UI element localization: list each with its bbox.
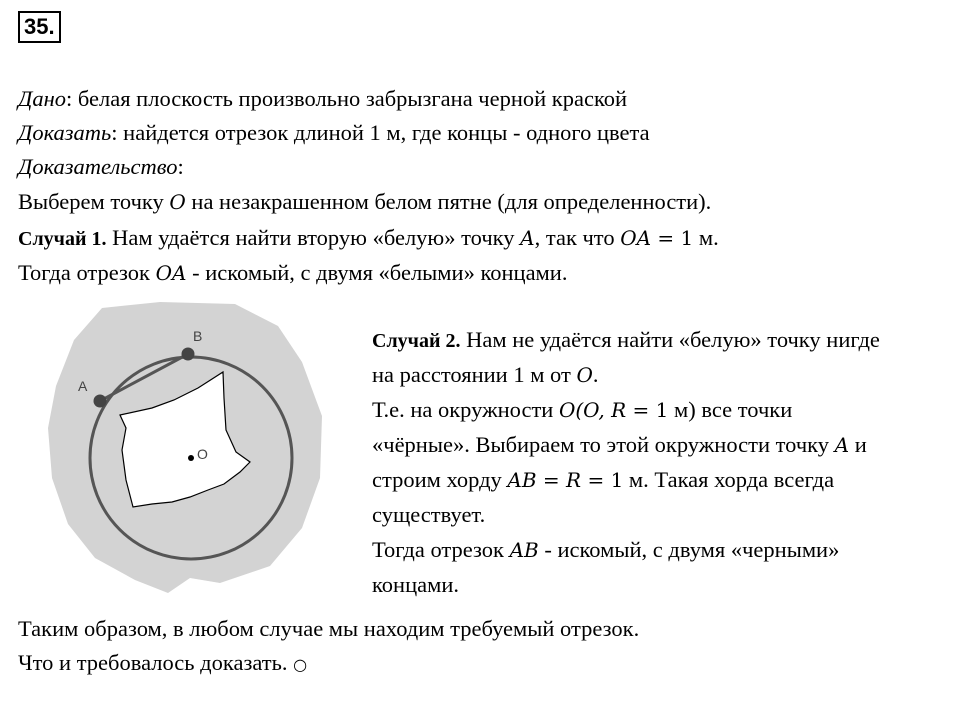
- proof-colon: :: [177, 154, 184, 179]
- case2-text-5b: м. Такая хорда всегда: [623, 467, 835, 492]
- case1-text-b: , так что: [534, 225, 621, 250]
- case2-label: Случай 2.: [372, 330, 461, 352]
- case2-eq-5: = 1: [581, 468, 624, 492]
- case2-text-3a: Т.е. на окружности: [372, 397, 559, 422]
- case1-line: [18, 223, 719, 254]
- point-b: [182, 348, 195, 361]
- case1-text-a: Нам удаётся найти вторую «белую» точку: [106, 225, 521, 250]
- point-o: [188, 455, 194, 461]
- p1-text-b: на незакрашенном белом пятне (для определенности).: [185, 189, 712, 214]
- given-line: [18, 84, 627, 114]
- case2-text-5a: строим хорду: [372, 467, 508, 492]
- case2-chord-notation: AB = R: [507, 468, 582, 492]
- case2-text-1: Нам не удаётся найти «белую» точку нигде: [460, 327, 880, 352]
- p1-point-o: O: [169, 190, 186, 214]
- case2-text-4a: «чёрные». Выбираем то этой окружности точку: [372, 432, 835, 457]
- case2-line-7: [372, 535, 839, 565]
- conclusion-text-2: Что и требовалось доказать.: [18, 650, 294, 675]
- proof-label: Доказательство: [18, 154, 178, 179]
- case2-text-6: существует.: [372, 502, 486, 527]
- label-a: A: [78, 378, 88, 394]
- p2-oa: OA: [155, 261, 187, 285]
- case2-text-7b: - искомый, с двумя «черными»: [538, 537, 840, 562]
- case2-ab: AB: [509, 538, 539, 562]
- case2-text-2a: на расстоянии 1 м от: [372, 362, 577, 387]
- case2-text-4b: и: [849, 432, 867, 457]
- case2-line-4: [372, 430, 867, 460]
- conclusion-text-1: Таким образом, в любом случае мы находим требуемый отрезок.: [18, 616, 640, 641]
- case1-point-a: A: [520, 226, 535, 250]
- point-a: [94, 395, 107, 408]
- case2-text-3b: м) все точки: [668, 397, 793, 422]
- case1-label: Случай 1.: [18, 228, 107, 250]
- proof-heading: [18, 152, 184, 182]
- prove-line: [18, 118, 650, 148]
- prove-label: Доказать: [18, 120, 112, 145]
- case2-point-o: O: [576, 363, 593, 387]
- proof-line-2: [18, 258, 567, 288]
- case2-line-5: [372, 465, 834, 495]
- case2-line-8: [372, 570, 459, 600]
- case2-text-2b: .: [592, 362, 599, 387]
- p1-text-a: Выберем точку: [18, 189, 170, 214]
- case2-point-a: A: [834, 433, 850, 457]
- case2-eq-3: = 1: [626, 398, 669, 422]
- qed-symbol: ○: [293, 655, 308, 674]
- label-o: O: [197, 446, 208, 462]
- case1-text-c: м.: [693, 225, 719, 250]
- conclusion-line-1: [18, 614, 639, 644]
- label-b: B: [193, 328, 203, 344]
- case1-eq: = 1: [651, 226, 694, 250]
- problem-number: 35.: [18, 11, 61, 43]
- p2-text-b: - искомый, с двумя «белыми» концами.: [186, 260, 568, 285]
- p2-text-a: Тогда отрезок: [18, 260, 156, 285]
- case2-line-1: [372, 325, 880, 356]
- conclusion-line-2: [18, 648, 307, 680]
- figure-diagram: [40, 300, 330, 600]
- given-label: Дано: [18, 86, 66, 111]
- given-text: : белая плоскость произвольно забрызгана черной краской: [65, 86, 628, 111]
- prove-text: : найдется отрезок длиной 1 м, где концы - одного цвета: [111, 120, 650, 145]
- case2-line-3: [372, 395, 792, 425]
- case2-line-2: [372, 360, 599, 390]
- case2-text-7a: Тогда отрезок: [372, 537, 510, 562]
- case2-line-6: [372, 500, 485, 530]
- case2-text-8: концами.: [372, 572, 460, 597]
- case1-oa: OA: [620, 226, 652, 250]
- case2-circle-notation: O(O, R: [558, 398, 627, 422]
- proof-line-1: [18, 187, 711, 217]
